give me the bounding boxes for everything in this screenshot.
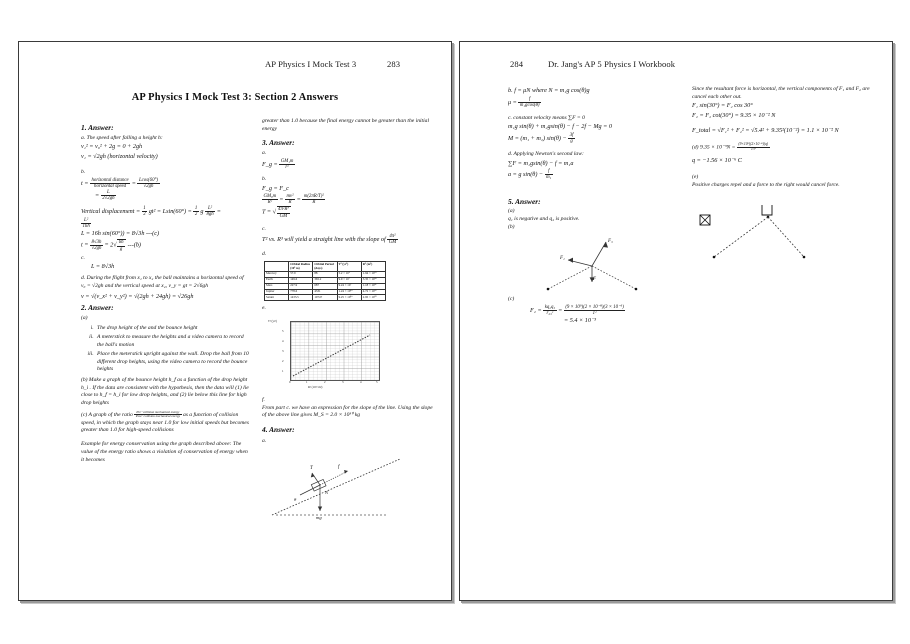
label-mg: mg: [316, 515, 322, 521]
answer-5a-label: (a): [508, 208, 515, 215]
frac-l2-16h: $\frac{\text{L²}}{16h}$: [82, 217, 90, 229]
part-d-equation-2: a = g sin(θ) − $\frac{f}{\text{m₁}}$: [508, 169, 552, 181]
th-0: [265, 262, 289, 272]
part-b-equation: μ = $\frac{f}{\text{m₁gcos(θ)}}$: [508, 96, 540, 108]
answer-2a-label: (a): [81, 314, 88, 321]
frac-energy-ratio: $\frac{\text{Pre−collision mechanical energy}}{\text{Post−collision mechanical energy}}$: [135, 409, 181, 419]
t-equals: t =: [81, 180, 89, 188]
table-row: Earth 149.6 365.2 9.9 × 10⁷ 3.35 × 10³⁰: [265, 277, 386, 283]
answer-1c-result: L = 8√3h: [91, 263, 115, 271]
label-T: T: [310, 466, 313, 472]
answer-2-example-text: Example for energy conservation using the graph described above: The value of the energy ratio shows a violation of conservation of energy when it becomes: [81, 441, 248, 463]
charge-configuration-diagram: [692, 199, 872, 271]
resultant-equation-3: F_total = √F₁² + F₂² = √5.4² + 9.35²(10⁻²) = 1.1 × 10⁻² N: [692, 126, 839, 134]
left-page-column-1: [81, 118, 249, 467]
answer-1a-equation-2: v₁ = √2gh (horizontal velocity): [81, 152, 158, 160]
resultant-equation-1: F₁ sin(30°) = F₂ cos 30°: [692, 102, 753, 110]
frac-gmm-r2: $\frac{\text{GM₁m}}{\text{r²}}$: [280, 158, 294, 170]
answer-3b-equation-2: $\frac{\text{GM₀m}}{\text{R²}}$ = $\frac{\text{mv²}}{R}$ = $\frac{\text{m(2πR/T)²}}{R}$: [263, 194, 324, 206]
answer-1a-label: a. The speed after falling a height h:: [81, 134, 163, 141]
frac-l2-8gh: $\frac{\text{L²}}{8gh}$: [206, 205, 214, 217]
table-row: Jupiter 778.6 4331 1.24 × 10¹⁰ 4.72 × 10³²: [265, 289, 386, 295]
answer-3f-text: From part c. we have an expression for the slope of the line. Using the slope of the above line gives M_S = 2.0 × 10³⁰ kg: [262, 404, 433, 419]
resultant-force-text: Since the resultant force is horizontal, the vertical components of F₁ and F₂ are cancel each other out.: [692, 86, 870, 100]
right-page: [459, 41, 893, 601]
answer-1c-equation-1: L = 16h sin(60°)) = 8√3h ---(c): [81, 229, 160, 237]
answer-3a-label: a.: [262, 150, 267, 157]
charge-result: q = −1.56 × 10⁻⁶ C: [692, 157, 742, 165]
right-page-header-title: Dr. Jang's AP 5 Physics I Workbook: [548, 59, 676, 69]
left-page-header-title: AP Physics I Mock Test 3: [265, 59, 357, 69]
answer-3-heading: 3. Answer:: [262, 138, 295, 148]
frac-f-m1: $\frac{f}{\text{m₁}}$: [546, 169, 552, 181]
answer-3c-label: c.: [262, 225, 266, 232]
frac-coulomb-numeric: $\frac{\text{(9 × 10⁹)(2 × 10⁻⁸)(3 × 10⁻⁶)}}{\text{1²}}$: [565, 305, 624, 317]
answer-1c-label: c.: [81, 254, 85, 261]
answer-1b-label: b.: [81, 168, 86, 175]
table-row: Mercury 57.9 88 5.2 × 10⁶ 1.94 × 10²⁹: [265, 271, 386, 277]
frac-3f-g: $\frac{3f}{g}$: [569, 132, 574, 145]
frac-6h-g: $\frac{6h}{g}$: [117, 239, 126, 251]
plot-x-axis-label: R³ (10³³ m³): [308, 384, 323, 389]
answer-1a-equation-1: v₁² = v₀² + 2g = 0 + 2gh: [81, 143, 143, 151]
plot-y-axis-label: T² (yr²): [268, 318, 277, 323]
answer-5-heading: 5. Answer:: [508, 196, 541, 206]
plot-ytick-3: 3: [282, 348, 284, 353]
th-4: R³ (m³): [361, 262, 385, 272]
plot-data-line: [290, 321, 378, 379]
label-N: N: [325, 490, 329, 496]
part-d-label-2: (d) 9.35 × 10⁻³N = $\frac{\text{(9×10⁹)(2×10⁻⁸)(q)}}{\text{√3²}}$: [692, 142, 769, 151]
answer-1b-equation-1: t = $\frac{\text{horizontal distance}}{\text{horizontal speed}}$ = $\frac{Lcos(60^\circ)}{√2gh}$: [81, 178, 159, 190]
part-c-equation-1: m₁g sin(θ) + m₂gsin(θ) − f − 2f − Mg = 0: [508, 123, 612, 131]
left-page: [18, 41, 452, 601]
resultant-equation-2: F₂ = F₂ cot(30°) = 9.35 × 10⁻² N: [692, 111, 776, 119]
frac-horizontal: $\frac{\text{horizontal distance}}{\text{horizontal speed}}$: [91, 178, 129, 190]
answer-1-heading: 1. Answer:: [81, 123, 114, 132]
answer-1c-equation-2: t = $\frac{8√3h}{√2gh}$ = 2√ $\frac{6h}{g}$ ---(b): [81, 239, 141, 252]
list-item: ii. A meterstick to measure the heights and a video camera to record the ball's motion: [95, 334, 249, 349]
frac-mv2-r: $\frac{\text{mv²}}{R}$: [286, 194, 294, 206]
frac-8sqrt3h: $\frac{8√3h}{√2gh}$: [91, 239, 102, 251]
plot-xtick-2: 2: [324, 379, 326, 384]
table-row: Saturn 1433.5 10747 9.25 × 10¹⁰ 2.95 × 10³³: [265, 295, 386, 301]
part-e-label: (e): [692, 174, 699, 180]
part-d-equation-1: ∑F = m₁gsin(θ) − f = m₁a: [508, 159, 574, 167]
frac-gm0m-r2: $\frac{\text{GM₀m}}{\text{R²}}$: [263, 194, 277, 206]
label-theta: θ: [294, 497, 297, 503]
answer-1d-equation: v = √(v_x² + v_y²) = √(2gh + 24gh) = √26gh: [81, 293, 194, 301]
answer-2-heading: 2. Answer:: [81, 302, 114, 312]
part-d-label: d. Applying Newton's second law:: [508, 151, 584, 158]
answer-3a-equation: F_g = $\frac{\text{GM₁m}}{\text{r²}}$: [262, 158, 294, 170]
list-item: i. The drop height of the and the bounce height: [95, 325, 249, 333]
label-F: F: [593, 277, 597, 283]
answer-3d-label: d.: [262, 251, 267, 258]
table-row: Mars 227.9 687 9.24 × 10⁷ 1.18 × 10³¹: [265, 283, 386, 289]
answer-1b-equation-2: = $\frac{L}{2√2gh}$: [95, 190, 115, 202]
vertical-displacement-equation: Vertical displacement = $\frac{1}{2}$ gt² = Lsin(60°) = $\frac{1}{2}$ g $\frac{\text{L²}}{8gh}$ =: [81, 205, 221, 217]
orbital-data-table: [264, 261, 386, 301]
answer-3b-label: b.: [262, 176, 267, 183]
th-2: Orbital Period (days): [313, 262, 337, 272]
label-F3: F₃: [608, 239, 613, 245]
answer-3c-text: T² vs. R³ will yield a straight line with the slope of $\frac{\text{4π²}}{GM}$: [262, 234, 397, 246]
answer-5c-result: = 5.4 × 10⁻³: [564, 317, 597, 325]
frac-half: $\frac{1}{2}$: [143, 205, 146, 217]
left-page-header-number: 283: [387, 59, 401, 69]
plot-xtick-0: 0: [289, 379, 291, 384]
plot-xtick-1: 1: [306, 379, 308, 384]
answer-5c-equation: F₂ = $\frac{\text{kq₂q₃}}{\text{r₂₃²}}$ = $\frac{\text{(9 × 10⁹)(2 × 10⁻⁸)(3 × 10⁻⁶)}}{\text{1²}}$: [530, 305, 624, 317]
document-title: AP Physics I Mock Test 3: Section 2 Answers: [131, 92, 339, 103]
charge-force-vector-diagram: [530, 234, 680, 296]
th-1: Orbital Radius (10⁹ m): [289, 262, 313, 272]
answer-4-heading: 4. Answer:: [262, 425, 295, 435]
frac-4pi2-gm: $\frac{\text{4π²}}{GM}$: [388, 234, 397, 246]
frac-kq2q3: $\frac{\text{kq₂q₃}}{\text{r₂₃²}}$: [544, 305, 556, 317]
plot-ytick-4: 4: [282, 338, 284, 343]
answer-2b-text: (b) Make a graph of the bounce height h_f as a function of the drop height h_i . If the data are consistent with the hypothesis, then the data will (1) lie close to h_f = h_i for low drop heights, and (2) lie below this line for high drop heights: [81, 376, 249, 407]
answer-3e-label: e.: [262, 305, 266, 312]
plot-ytick-5: 5: [282, 328, 284, 333]
right-page-column-2: [692, 86, 872, 271]
answer-3b-equation-3: T = √ $\frac{\text{4π²R³}}{GM}$: [262, 206, 434, 218]
frac-f-m1gcos: $\frac{f}{\text{m₁gcos(θ)}}$: [519, 96, 540, 108]
frac-charge-calc: $\frac{\text{(9×10⁹)(2×10⁻⁸)(q)}}{\text{√3²}}$: [738, 142, 769, 151]
incline-free-body-diagram: [270, 449, 434, 521]
t2-vs-r3-plot: [268, 315, 388, 393]
answer-3b-equation-1: F_g = F_c: [262, 184, 289, 192]
answer-5b-label: (b): [508, 223, 515, 230]
right-page-header-number: 284: [510, 59, 524, 69]
answer-5c-label: (c): [508, 296, 515, 303]
part-e-text: Positive charges repel and a force to the right would cancel force.: [692, 181, 840, 188]
frac-4pi2r3-gm: $\frac{\text{4π²R³}}{GM}$: [277, 206, 292, 218]
answer-3f-label: f.: [262, 396, 265, 403]
plot-ytick-1: 1: [282, 368, 284, 373]
frac-half-2: $\frac{1}{2}$: [194, 205, 198, 217]
th-3: T² (yr²): [337, 262, 361, 272]
plot-xtick-3: 3: [342, 379, 344, 384]
label-F1: F₁: [560, 256, 565, 262]
answer-2-procedure-list: [95, 325, 249, 374]
answer-5a-text: q₁ is negative and q₂ is positive.: [508, 215, 580, 222]
plot-xtick-5: 5: [376, 379, 378, 384]
part-c-label: c. constant velocity means ∑F = 0: [508, 114, 585, 121]
continued-text: greater than 1.0 because the final energy cannot be greater than the initial energy: [262, 118, 430, 132]
label-f: f: [338, 465, 340, 471]
frac-m2pir-t-r: $\frac{\text{m(2πR/T)²}}{R}$: [303, 194, 324, 206]
left-page-column-2: [262, 118, 434, 521]
table-header-row: [265, 262, 386, 272]
answer-1d-text: d. During the flight from x₁ to x₂ the ball maintains a horizontal speed of v₀ = √2gh and the vertical speed at x₂, v_y = gt = 2√6gh: [81, 274, 244, 289]
frac-lcos: $\frac{Lcos(60^\circ)}{√2gh}$: [138, 178, 159, 190]
plot-xtick-4: 4: [360, 379, 362, 384]
right-page-column-1: [508, 86, 680, 327]
vertical-displacement-frac2: [81, 218, 249, 229]
part-c-equation-2: M = (m₁ + m₂) sin(θ) − $\frac{3f}{g}$: [508, 132, 574, 145]
plot-ytick-2: 2: [282, 358, 284, 363]
answer-4a-label: a.: [262, 438, 267, 445]
list-item: iii. Place the meterstick upright against the wall. Drop the ball from 10 different drop heights, using the video camera to record the bounce heights: [95, 351, 249, 374]
answer-2c-text: (c) A graph of the ratio $\frac{\text{Pre−collision mechanical energy}}{\text{Post−collision mechanical energy}}$ as a function of collision speed, in which the graph stays near 1.0 for low initial speeds but becomes greater than 1.0 for high-speed collisions: [81, 409, 249, 434]
frac-l-over-2sqrt: $\frac{L}{2√2gh}$: [102, 190, 115, 202]
part-b-lead: b. f = μN where N = m₁g cos(θ)g: [508, 87, 590, 94]
